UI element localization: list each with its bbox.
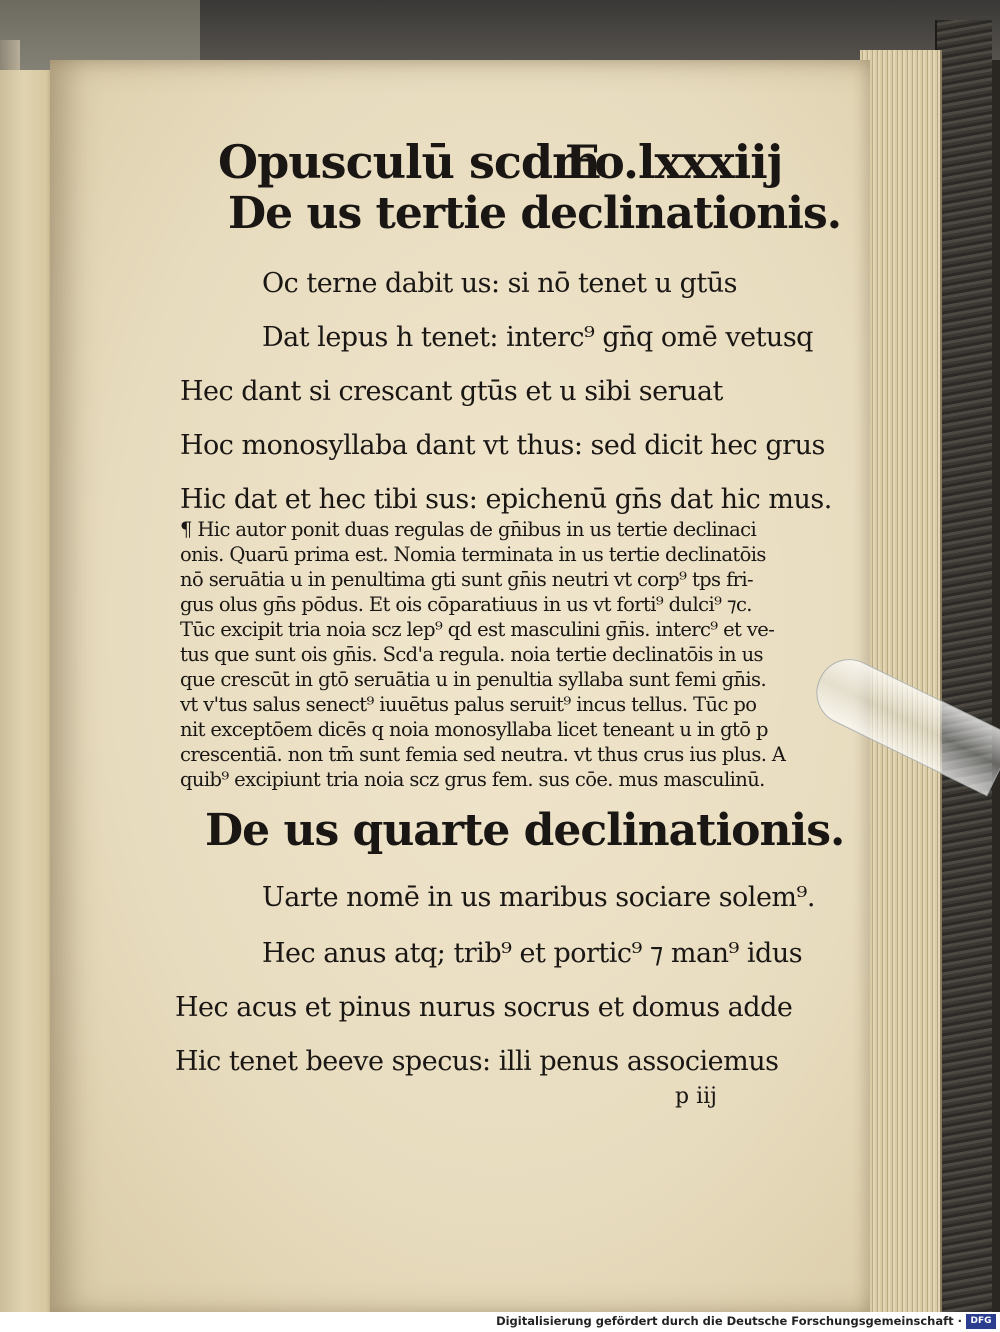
commentary-line: crescentiā. non tm̄ sunt femia sed neutra. vt thus crus ius plus. A — [180, 743, 786, 766]
verse-line: Uarte nomē in us maribus sociare solem⁹. — [262, 882, 815, 913]
commentary-line: que crescūt in gtō seruātia u in penultia syllaba sunt femi gn̄is. — [180, 668, 767, 691]
commentary-line: ¶ Hic autor ponit duas regulas de gn̄ibus in us tertie declinaci — [180, 518, 757, 541]
verse-line: Oc terne dabit us: si nō tenet u gtūs — [262, 268, 737, 299]
verse-line: Hic dat et hec tibi sus: epichenū gn̄s dat hic mus. — [180, 484, 832, 515]
signature-mark: p iij — [675, 1084, 717, 1109]
commentary-line: gus olus gn̄s pōdus. Et ois cōparatiuus in us vt forti⁹ dulci⁹ ⁊c. — [180, 593, 752, 616]
folio-number: Fo.lxxxiij — [565, 135, 783, 189]
verse-line: Dat lepus h tenet: interc⁹ gn̄q omē vetusq — [262, 322, 813, 353]
dfg-logo: DFG — [966, 1314, 996, 1329]
verse-line: Hec anus atq; trib⁹ et portic⁹ ⁊ man⁹ idus — [262, 938, 803, 969]
verse-line: Hec acus et pinus nurus socrus et domus adde — [175, 992, 793, 1023]
verse-line: Hic tenet beeve specus: illi penus associemus — [175, 1046, 779, 1077]
section-heading: De us quarte declinationis. — [205, 805, 845, 856]
running-title: Opusculū scdm — [218, 135, 600, 189]
commentary-line: nō seruātia u in penultima gti sunt gn̄is neutri vt corp⁹ tps fri- — [180, 568, 754, 591]
section-heading: De us tertie declinationis. — [228, 188, 842, 239]
commentary-line: onis. Quarū prima est. Nomia terminata in us tertie declinatōis — [180, 543, 766, 566]
funding-credit: Digitalisierung gefördert durch die Deutsche Forschungsgemeinschaft · — [496, 1314, 962, 1328]
commentary-line: quib⁹ excipiunt tria noia scz grus fem. sus cōe. mus masculinū. — [180, 768, 765, 791]
commentary-line: tus que sunt ois gn̄is. Scd'a regula. noia tertie declinatōis in us — [180, 643, 763, 666]
verse-line: Hec dant si crescant gtūs et u sibi seruat — [180, 376, 723, 407]
right-cover-board — [935, 20, 992, 1320]
commentary-line: vt v'tus salus senect⁹ iuuētus palus seruit⁹ incus tellus. Tūc po — [180, 693, 757, 716]
commentary-line: Tūc excipit tria noia scz lep⁹ qd est masculini gn̄is. interc⁹ et ve- — [180, 618, 775, 641]
verse-line: Hoc monosyllaba dant vt thus: sed dicit hec grus — [180, 430, 825, 461]
footer-bar — [0, 1312, 1000, 1332]
commentary-line: nit exceptōem dicēs q noia monosyllaba licet teneant u in gtō p — [180, 718, 768, 741]
